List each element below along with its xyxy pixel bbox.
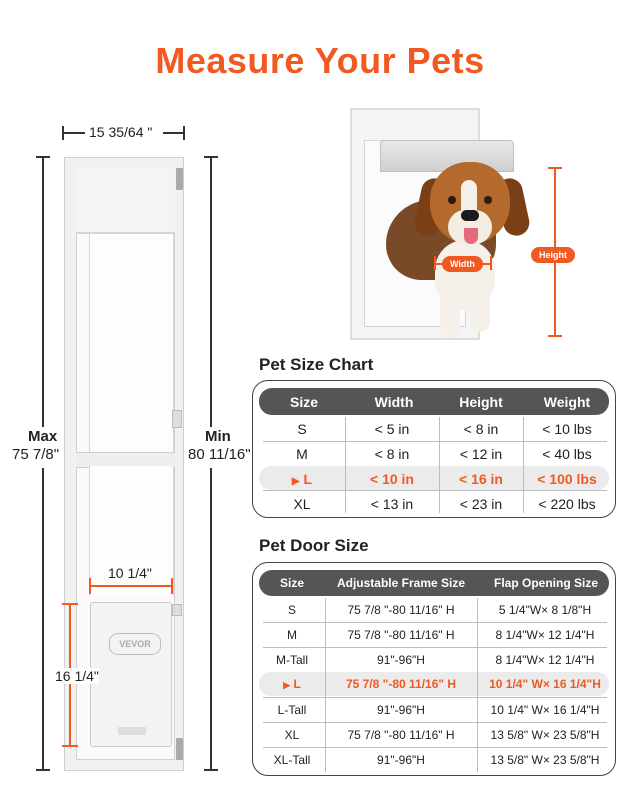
min-value: 80 11/16" (188, 446, 251, 463)
pet-door-size-title: Pet Door Size (259, 536, 369, 555)
header-cell: Weight (543, 394, 591, 410)
size-value: L (293, 677, 301, 691)
flap-size-cell: 10 1/4" W× 16 1/4"H (490, 703, 600, 717)
frame-size-cell: 75 7/8 "-80 11/16" H (347, 603, 455, 617)
size-value: L (303, 471, 313, 487)
size-cell: M-Tall (276, 653, 308, 667)
frame-size-cell: 91"-96"H (377, 653, 425, 667)
flap-size-cell: 13 5/8" W× 23 5/8"H (490, 753, 600, 767)
row-divider (263, 622, 607, 623)
latch-icon (172, 410, 182, 428)
header-cell: Size (289, 394, 318, 410)
row-divider (263, 722, 607, 723)
header-cell: Width (374, 394, 414, 410)
height-cell: < 16 in (459, 471, 503, 487)
flap-size-cell: 5 1/4"W× 8 1/8"H (498, 603, 592, 617)
row-divider (263, 490, 607, 491)
width-cell: < 5 in (374, 421, 410, 437)
flap-size-cell: 10 1/4" W× 16 1/4"H (489, 677, 601, 691)
size-cell: S (297, 421, 307, 437)
flap-height-label: 16 1/4" (55, 668, 99, 684)
page-title: Measure Your Pets (155, 40, 485, 81)
pet-size-chart-table (252, 380, 616, 518)
min-label: Min (205, 428, 231, 445)
dim-line (163, 132, 183, 134)
header-cell: Flap Opening Size (493, 576, 598, 590)
size-cell: M (296, 446, 308, 462)
frame-size-cell: 75 7/8 "-80 11/16" H (347, 628, 455, 642)
max-label: Max (28, 428, 58, 445)
dim-line (90, 585, 172, 587)
top-hinge-icon (176, 168, 183, 190)
flap-size-cell: 13 5/8" W× 23 5/8"H (490, 728, 600, 742)
weight-cell: < 10 lbs (542, 421, 592, 437)
row-divider (263, 697, 607, 698)
highlight-arrow-icon: ▶ (291, 476, 300, 487)
highlight-arrow-icon: ▶ (283, 680, 291, 690)
size-cell: XL-Tall (273, 753, 311, 767)
dog-leg (440, 280, 460, 338)
weight-cell: < 220 lbs (538, 496, 596, 512)
pet-flap (90, 602, 172, 747)
width-cell: < 10 in (370, 471, 414, 487)
frame-size-cell: 91"-96"H (377, 703, 425, 717)
size-cell: L-Tall (277, 703, 307, 717)
frame-size-cell: 75 7/8 "-80 11/16" H (345, 677, 457, 691)
dim-line (42, 157, 44, 427)
frame-size-cell: 91"-96"H (377, 753, 425, 767)
size-cell: S (287, 603, 296, 617)
door-top-rail (76, 168, 175, 234)
pet-size-chart-title: Pet Size Chart (259, 355, 374, 374)
width-cell: < 13 in (370, 496, 414, 512)
dog-leg (470, 282, 490, 332)
door-width-label: 15 35/64 " (89, 124, 153, 140)
bottom-hinge-icon (176, 738, 183, 760)
header-cell: Adjustable Frame Size (336, 576, 466, 590)
size-cell (259, 471, 345, 487)
row-divider (263, 747, 607, 748)
max-value: 75 7/8" (12, 446, 60, 463)
flap-width-label: 10 1/4" (108, 565, 152, 581)
frame-size-cell: 75 7/8 "-80 11/16" H (347, 728, 455, 742)
dog-tongue (464, 228, 478, 244)
height-cell: < 8 in (463, 421, 499, 437)
dim-tick (183, 126, 185, 140)
dim-line (210, 468, 212, 770)
size-cell (259, 677, 325, 691)
height-cell: < 12 in (459, 446, 503, 462)
pet-door-size-table (252, 562, 616, 776)
header-cell: Size (279, 576, 304, 590)
weight-cell: < 40 lbs (542, 446, 592, 462)
row-divider (263, 441, 607, 442)
flap-brand-logo: VEVOR (109, 633, 161, 655)
row-divider (263, 647, 607, 648)
flap-size-cell: 8 1/4"W× 12 1/4"H (495, 628, 595, 642)
size-cell: XL (293, 496, 311, 512)
height-cell: < 23 in (459, 496, 503, 512)
width-badge: Width (442, 256, 483, 272)
weight-cell: < 100 lbs (537, 471, 597, 487)
dog-eye (484, 196, 492, 204)
size-cell: XL (284, 728, 300, 742)
dim-line (210, 157, 212, 427)
flap-label-sticker (118, 727, 146, 735)
header-cell: Height (459, 394, 503, 410)
dim-line (42, 468, 44, 770)
dog-eye (448, 196, 456, 204)
door-glass-upper (89, 234, 174, 454)
dog-nose (461, 210, 479, 221)
flap-size-cell: 8 1/4"W× 12 1/4"H (495, 653, 595, 667)
height-badge: Height (531, 247, 575, 263)
latch-icon (172, 604, 182, 616)
size-cell: M (287, 628, 297, 642)
width-cell: < 8 in (374, 446, 410, 462)
dim-line (63, 132, 85, 134)
